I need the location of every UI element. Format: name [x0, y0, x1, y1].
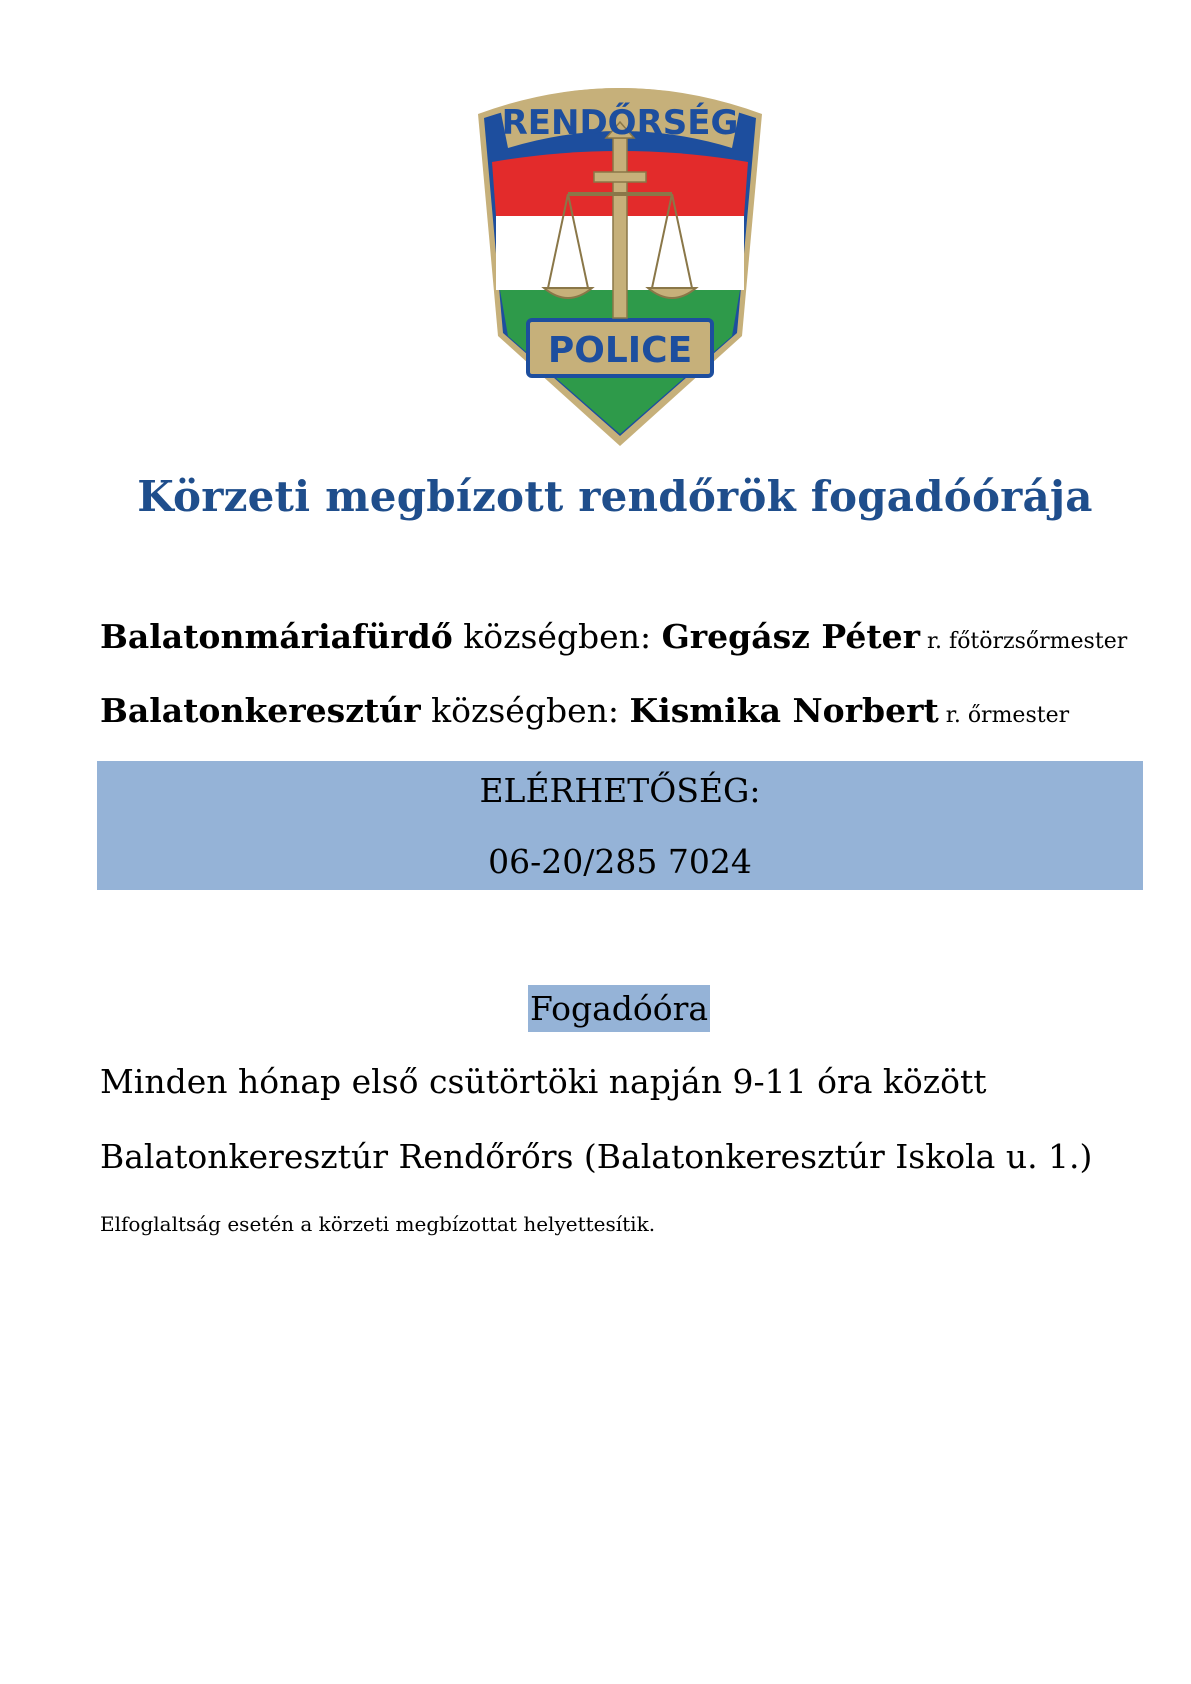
page-title: Körzeti megbízott rendőrök fogadóórája: [137, 472, 1093, 521]
contact-box: [97, 761, 1143, 890]
officer-name: Kismika Norbert: [629, 691, 939, 730]
badge-bottom-text: POLICE: [547, 330, 693, 371]
officer-rank: r. főtörzsőrmester: [919, 629, 1128, 654]
substitution-note: Elfoglaltság esetén a körzeti megbízottat helyettesítik.: [100, 1212, 656, 1236]
contact-label: ELÉRHETŐSÉG:: [479, 771, 761, 810]
officer-line-balatonkeresztur: [100, 691, 1069, 736]
officer-rank: r. őrmester: [938, 703, 1070, 728]
contact-phone: 06-20/285 7024: [488, 842, 752, 881]
office-hours-where: Balatonkeresztúr Rendőrőrs (Balatonkeresztúr Iskola u. 1.): [100, 1137, 1093, 1176]
village-suffix: községben:: [420, 691, 630, 730]
office-hours-when: Minden hónap első csütörtöki napján 9-11 óra között: [100, 1062, 987, 1101]
office-hours-heading: Fogadóóra: [528, 985, 710, 1032]
police-badge-logo: [470, 68, 770, 448]
village-name: Balatonkeresztúr: [100, 691, 421, 730]
officer-line-balatonmariafurdo: [100, 617, 1127, 662]
village-name: Balatonmáriafürdő: [100, 617, 453, 656]
officer-name: Gregász Péter: [661, 617, 920, 656]
village-suffix: községben:: [452, 617, 662, 656]
badge-top-text: RENDŐRSÉG: [501, 103, 739, 143]
